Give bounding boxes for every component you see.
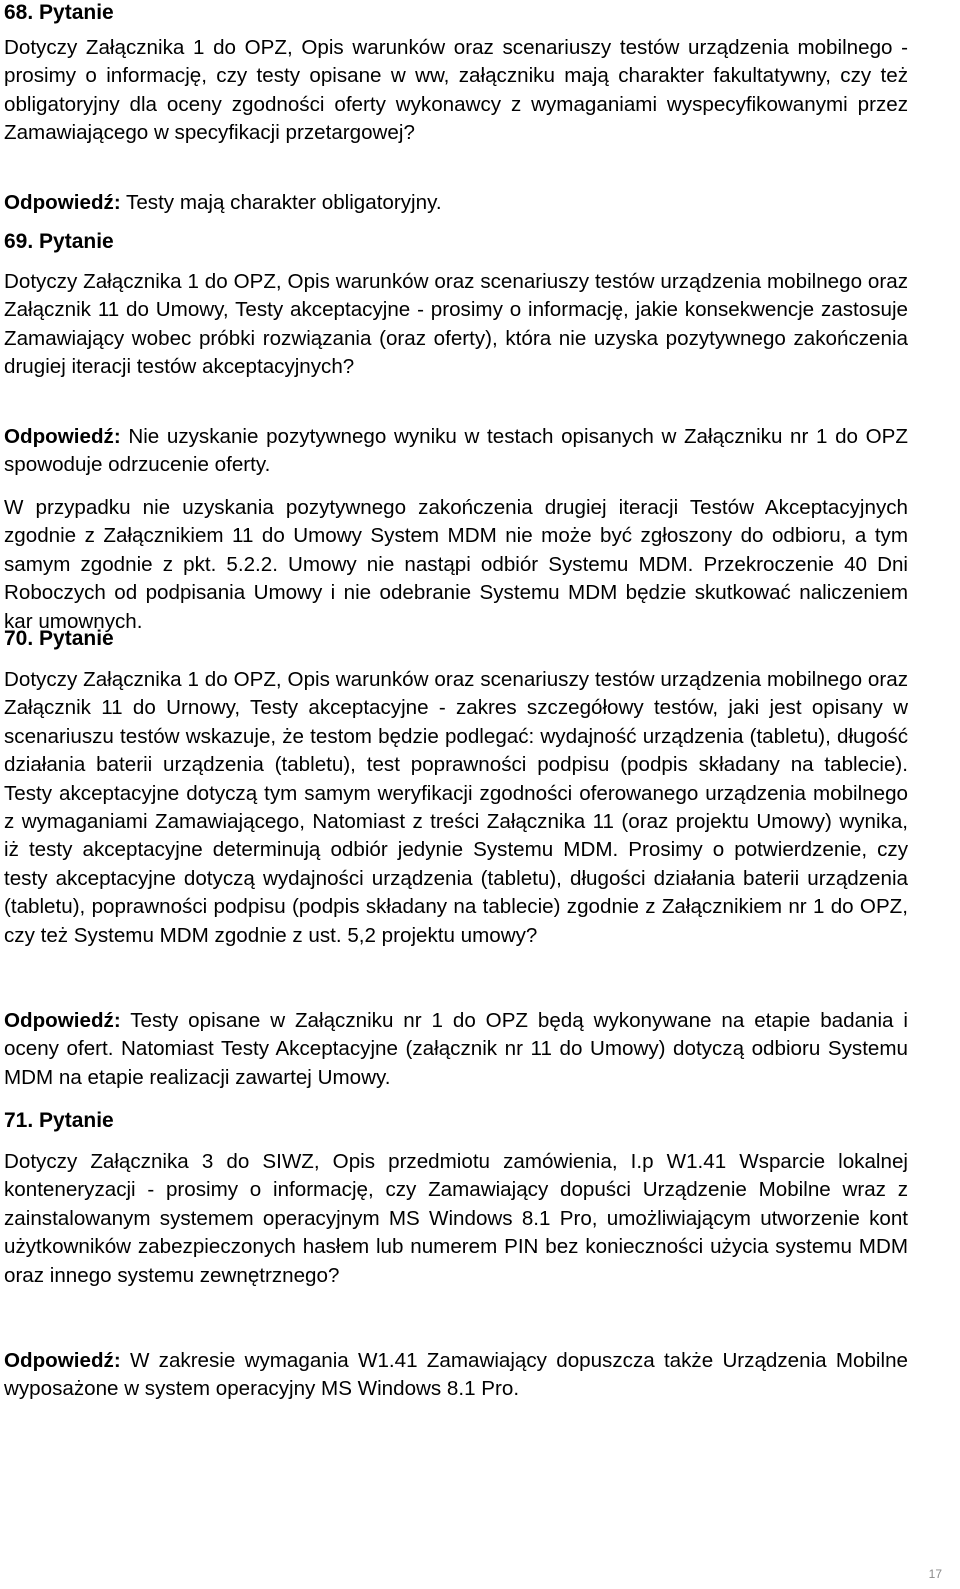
answer-68-text: Testy mają charakter obligatoryjny. bbox=[120, 191, 442, 214]
answer-71-text: W zakresie wymagania W1.41 Zamawiający dopuszcza także Urządzenia Mobilne wyposażone w system operacyjny MS Windows 8.1 Pro. bbox=[4, 1349, 908, 1401]
question-68-text: Dotyczy Załącznika 1 do OPZ, Opis warunków oraz scenariuszy testów urządzenia mobilnego - prosimy o informację, czy testy opisane w ww, załączniku mają charakter fakultatywny, czy też obligatoryjny dla oceny zgodności oferty wykonawcy z wymaganiami wyspecyfikowanymi przez Zamawiającego w specyfikacji przetargowej? bbox=[4, 36, 908, 145]
question-70-heading: 70. Pytanie bbox=[4, 627, 114, 650]
answer-69-label: Odpowiedź: bbox=[4, 425, 121, 448]
answer-69-extra: W przypadku nie uzyskania pozytywnego zakończenia drugiej iteracji Testów Akceptacyjnych zgodnie z Załącznikiem 11 do Umowy System MDM nie może być zgłoszony do odbioru, a tym samym zgodnie z pkt. 5.2.2. Umowy nie nastąpi odbiór Systemu MDM. Przekroczenie 40 Dni Roboczych od podpisania Umowy i nie odebranie Systemu MDM będzie skutkować naliczeniem kar umownych. bbox=[4, 496, 908, 633]
page-number: 17 bbox=[928, 1567, 942, 1581]
answer-68-label: Odpowiedź: bbox=[4, 191, 121, 214]
answer-69 bbox=[4, 423, 908, 480]
answer-68 bbox=[4, 189, 442, 217]
question-69-heading: 69. Pytanie bbox=[4, 230, 114, 253]
answer-71-label: Odpowiedź: bbox=[4, 1349, 121, 1372]
question-71-heading: 71. Pytanie bbox=[4, 1109, 114, 1132]
answer-70 bbox=[4, 1007, 908, 1092]
question-69-text: Dotyczy Załącznika 1 do OPZ, Opis warunków oraz scenariuszy testów urządzenia mobilnego oraz Załącznik 11 do Umowy, Testy akceptacyjne - prosimy o informację, jakie konsekwencje zastosuje Zamawiający wobec próbki rozwiązania (oraz oferty), która nie uzyska pozytywnego zakończenia drugiej iteracji testów akceptacyjnych? bbox=[4, 270, 908, 379]
answer-70-text: Testy opisane w Załączniku nr 1 do OPZ będą wykonywane na etapie badania i oceny ofert. Natomiast Testy Akceptacyjne (załącznik nr 11 do Umowy) dotyczą odbioru Systemu MDM na etapie realizacji zawartej Umowy. bbox=[4, 1009, 908, 1089]
answer-69-text: Nie uzyskanie pozytywnego wyniku w testach opisanych w Załączniku nr 1 do OPZ spowoduje odrzucenie oferty. bbox=[4, 425, 908, 477]
answer-70-label: Odpowiedź: bbox=[4, 1009, 121, 1032]
question-70-text: Dotyczy Załącznika 1 do OPZ, Opis warunków oraz scenariuszy testów urządzenia mobilnego oraz Załącznik 11 do Urnowy, Testy akceptacyjne - zakres szczegółowy testów, jaki jest opisany w scenariuszu testów wskazuje, że testom będzie podlegać: wydajność urządzenia (tabletu), długość działania baterii urządzenia (tabletu), test poprawności podpisu (podpis składany na tablecie). Testy akceptacyjne dotyczą tym samym weryfikacji zgodności oferowanego urządzenia mobilnego z wymaganiami Zamawiającego, Natomiast z treści Załącznika 11 (oraz projektu Umowy) wynika, iż testy akceptacyjne determinują odbiór jedynie Systemu MDM. Prosimy o potwierdzenie, czy testy akceptacyjne dotyczą wydajności urządzenia (tabletu), długości działania baterii urządzenia (tabletu), poprawności podpisu (podpis składany na tablecie) zgodnie z Załącznikiem nr 1 do OPZ, czy też Systemu MDM zgodnie z ust. 5,2 projektu umowy? bbox=[4, 668, 908, 947]
question-68-heading: 68. Pytanie bbox=[4, 1, 114, 24]
question-71-text: Dotyczy Załącznika 3 do SIWZ, Opis przedmiotu zamówienia, I.p W1.41 Wsparcie lokalnej konteneryzacji - prosimy o informację, czy Zamawiający dopuści Urządzenie Mobilne wraz z zainstalowanym systemem operacyjnym MS Windows 8.1 Pro, umożliwiającym utworzenie kont użytkowników zabezpieczonych hasłem lub numerem PIN bez konieczności użycia systemu MDM oraz innego systemu zewnętrznego? bbox=[4, 1150, 908, 1287]
answer-71 bbox=[4, 1347, 908, 1404]
